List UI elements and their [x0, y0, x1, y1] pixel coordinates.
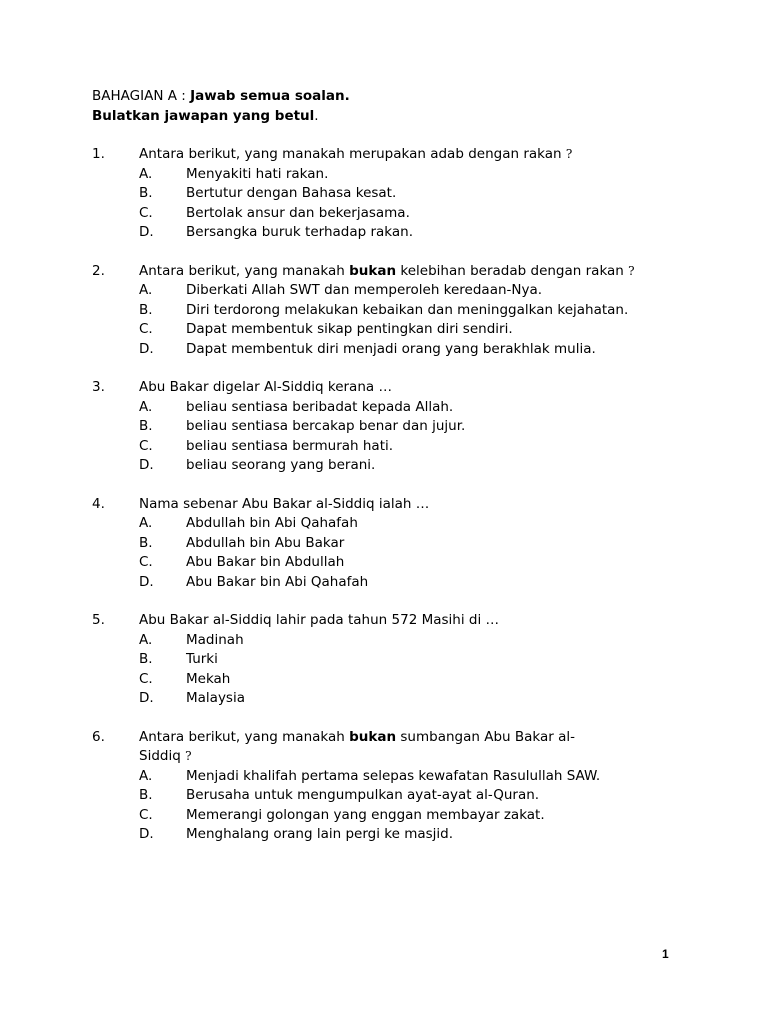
question-text [139, 262, 676, 282]
option-text: beliau seorang yang berani. [186, 457, 376, 473]
question-emphasis: bukan [349, 262, 397, 279]
question-text: Nama sebenar Abu Bakar al-Siddiq ialah … [139, 495, 430, 512]
section-label: BAHAGIAN A [92, 88, 177, 104]
option-letter: A. [139, 398, 153, 415]
question-text [139, 728, 609, 767]
question-2 [92, 262, 676, 360]
section-header [92, 86, 676, 106]
question-number: 2. [92, 262, 105, 279]
question-6 [92, 728, 676, 845]
option-text: Abdullah bin Abu Bakar [186, 534, 345, 551]
option-d[interactable] [139, 456, 676, 476]
option-d[interactable] [139, 573, 676, 593]
option-b[interactable] [139, 650, 676, 670]
option-c[interactable] [139, 553, 676, 573]
question-number: 6. [92, 728, 105, 745]
option-text: Bertutur dengan Bahasa kesat. [186, 185, 397, 201]
option-b[interactable] [139, 534, 676, 554]
option-a[interactable] [139, 281, 676, 301]
option-text: Memerangi golongan yang enggan membayar zakat. [186, 806, 545, 823]
question-number: 5. [92, 612, 105, 628]
option-letter: C. [139, 806, 153, 823]
option-text: Dapat membentuk sikap pentingkan diri sendiri. [186, 321, 513, 337]
question-5 [92, 611, 676, 709]
option-text: Menghalang orang lain pergi ke masjid. [186, 826, 454, 842]
option-d[interactable] [139, 340, 676, 360]
option-letter: A. [139, 767, 153, 784]
option-letter: B. [139, 418, 153, 434]
question-3 [92, 378, 676, 476]
instruction-circle-answer: Bulatkan jawapan yang betul [92, 108, 315, 124]
option-c[interactable] [139, 204, 676, 224]
option-text: beliau sentiasa beribadat kepada Allah. [186, 398, 454, 415]
question-text [139, 145, 676, 165]
question-4 [92, 495, 676, 593]
section-separator: : [176, 88, 191, 104]
question-text-part: Antara berikut, yang manakah [139, 728, 350, 745]
option-text: Abu Bakar bin Abdullah [186, 554, 345, 570]
question-mark: ? [185, 749, 192, 763]
header-spacer [92, 126, 676, 145]
question-text-part: Antara berikut, yang manakah merupakan adab dengan rakan [139, 146, 566, 162]
option-b[interactable] [139, 184, 676, 204]
question-text-part: Antara berikut, yang manakah [139, 262, 350, 279]
question-text: Abu Bakar digelar Al-Siddiq kerana … [139, 379, 392, 395]
question-mark: ? [628, 263, 635, 278]
option-letter: A. [139, 515, 153, 531]
option-text: beliau sentiasa bermurah hati. [186, 437, 394, 454]
question-number: 4. [92, 495, 105, 512]
option-a[interactable] [139, 767, 676, 787]
option-text: Dapat membentuk diri menjadi orang yang berakhlak mulia. [186, 340, 596, 357]
option-letter: D. [139, 690, 154, 706]
option-c[interactable] [139, 670, 676, 690]
option-a[interactable] [139, 631, 676, 651]
instruction-answer-all-period: . [344, 88, 350, 104]
option-letter: B. [139, 185, 153, 201]
option-letter: C. [139, 437, 153, 454]
option-letter: B. [139, 787, 153, 803]
option-text: beliau sentiasa bercakap benar dan jujur. [186, 418, 466, 434]
question-1 [92, 145, 676, 243]
instruction-line [92, 106, 676, 126]
question-text: Abu Bakar al-Siddiq lahir pada tahun 572 Masihi di … [139, 612, 499, 628]
option-c[interactable] [139, 437, 676, 457]
option-letter: D. [139, 457, 154, 473]
option-d[interactable] [139, 223, 676, 243]
option-letter: C. [139, 321, 153, 337]
option-text: Abdullah bin Abi Qahafah [186, 515, 358, 531]
option-text: Diri terdorong melakukan kebaikan dan meninggalkan kejahatan. [186, 301, 629, 318]
option-d[interactable] [139, 825, 676, 845]
option-letter: A. [139, 631, 153, 648]
option-b[interactable] [139, 417, 676, 437]
option-letter: D. [139, 224, 154, 240]
option-text: Turki [186, 651, 218, 667]
page-number: 1 [662, 947, 669, 961]
option-letter: A. [139, 282, 153, 298]
option-text: Mekah [186, 670, 231, 687]
option-letter: A. [139, 165, 153, 182]
option-text: Menyakiti hati rakan. [186, 165, 329, 182]
option-letter: D. [139, 573, 154, 590]
instruction-answer-all: Jawab semua soalan [190, 88, 345, 104]
option-text: Malaysia [186, 690, 245, 706]
option-c[interactable] [139, 320, 676, 340]
question-number: 3. [92, 379, 105, 395]
option-b[interactable] [139, 301, 676, 321]
option-text: Madinah [186, 631, 244, 648]
option-letter: D. [139, 340, 154, 357]
option-text: Bertolak ansur dan bekerjasama. [186, 204, 410, 221]
worksheet-page [92, 86, 676, 864]
option-text: Berusaha untuk mengumpulkan ayat-ayat al-Quran. [186, 787, 540, 803]
option-c[interactable] [139, 806, 676, 826]
option-a[interactable] [139, 165, 676, 185]
option-letter: B. [139, 534, 153, 551]
option-text: Abu Bakar bin Abi Qahafah [186, 573, 369, 590]
option-text: Bersangka buruk terhadap rakan. [186, 224, 414, 240]
option-b[interactable] [139, 786, 676, 806]
option-text: Menjadi khalifah pertama selepas kewafatan Rasulullah SAW. [186, 767, 601, 784]
option-letter: B. [139, 301, 153, 318]
option-a[interactable] [139, 514, 676, 534]
option-a[interactable] [139, 398, 676, 418]
option-letter: C. [139, 204, 153, 221]
instruction-circle-answer-period: . [314, 108, 319, 124]
question-mark: ? [565, 147, 573, 161]
question-text-part: kelebihan beradab dengan rakan [396, 262, 629, 279]
question-emphasis: bukan [349, 728, 397, 745]
option-d[interactable] [139, 689, 676, 709]
option-letter: D. [139, 826, 154, 842]
option-text: Diberkati Allah SWT dan memperoleh keredaan-Nya. [186, 282, 543, 298]
option-letter: C. [139, 554, 153, 570]
option-letter: C. [139, 670, 153, 687]
question-number: 1. [92, 146, 105, 162]
option-letter: B. [139, 651, 153, 667]
question-text-part: sumbangan Abu Bakar al-Siddiq [139, 728, 576, 764]
